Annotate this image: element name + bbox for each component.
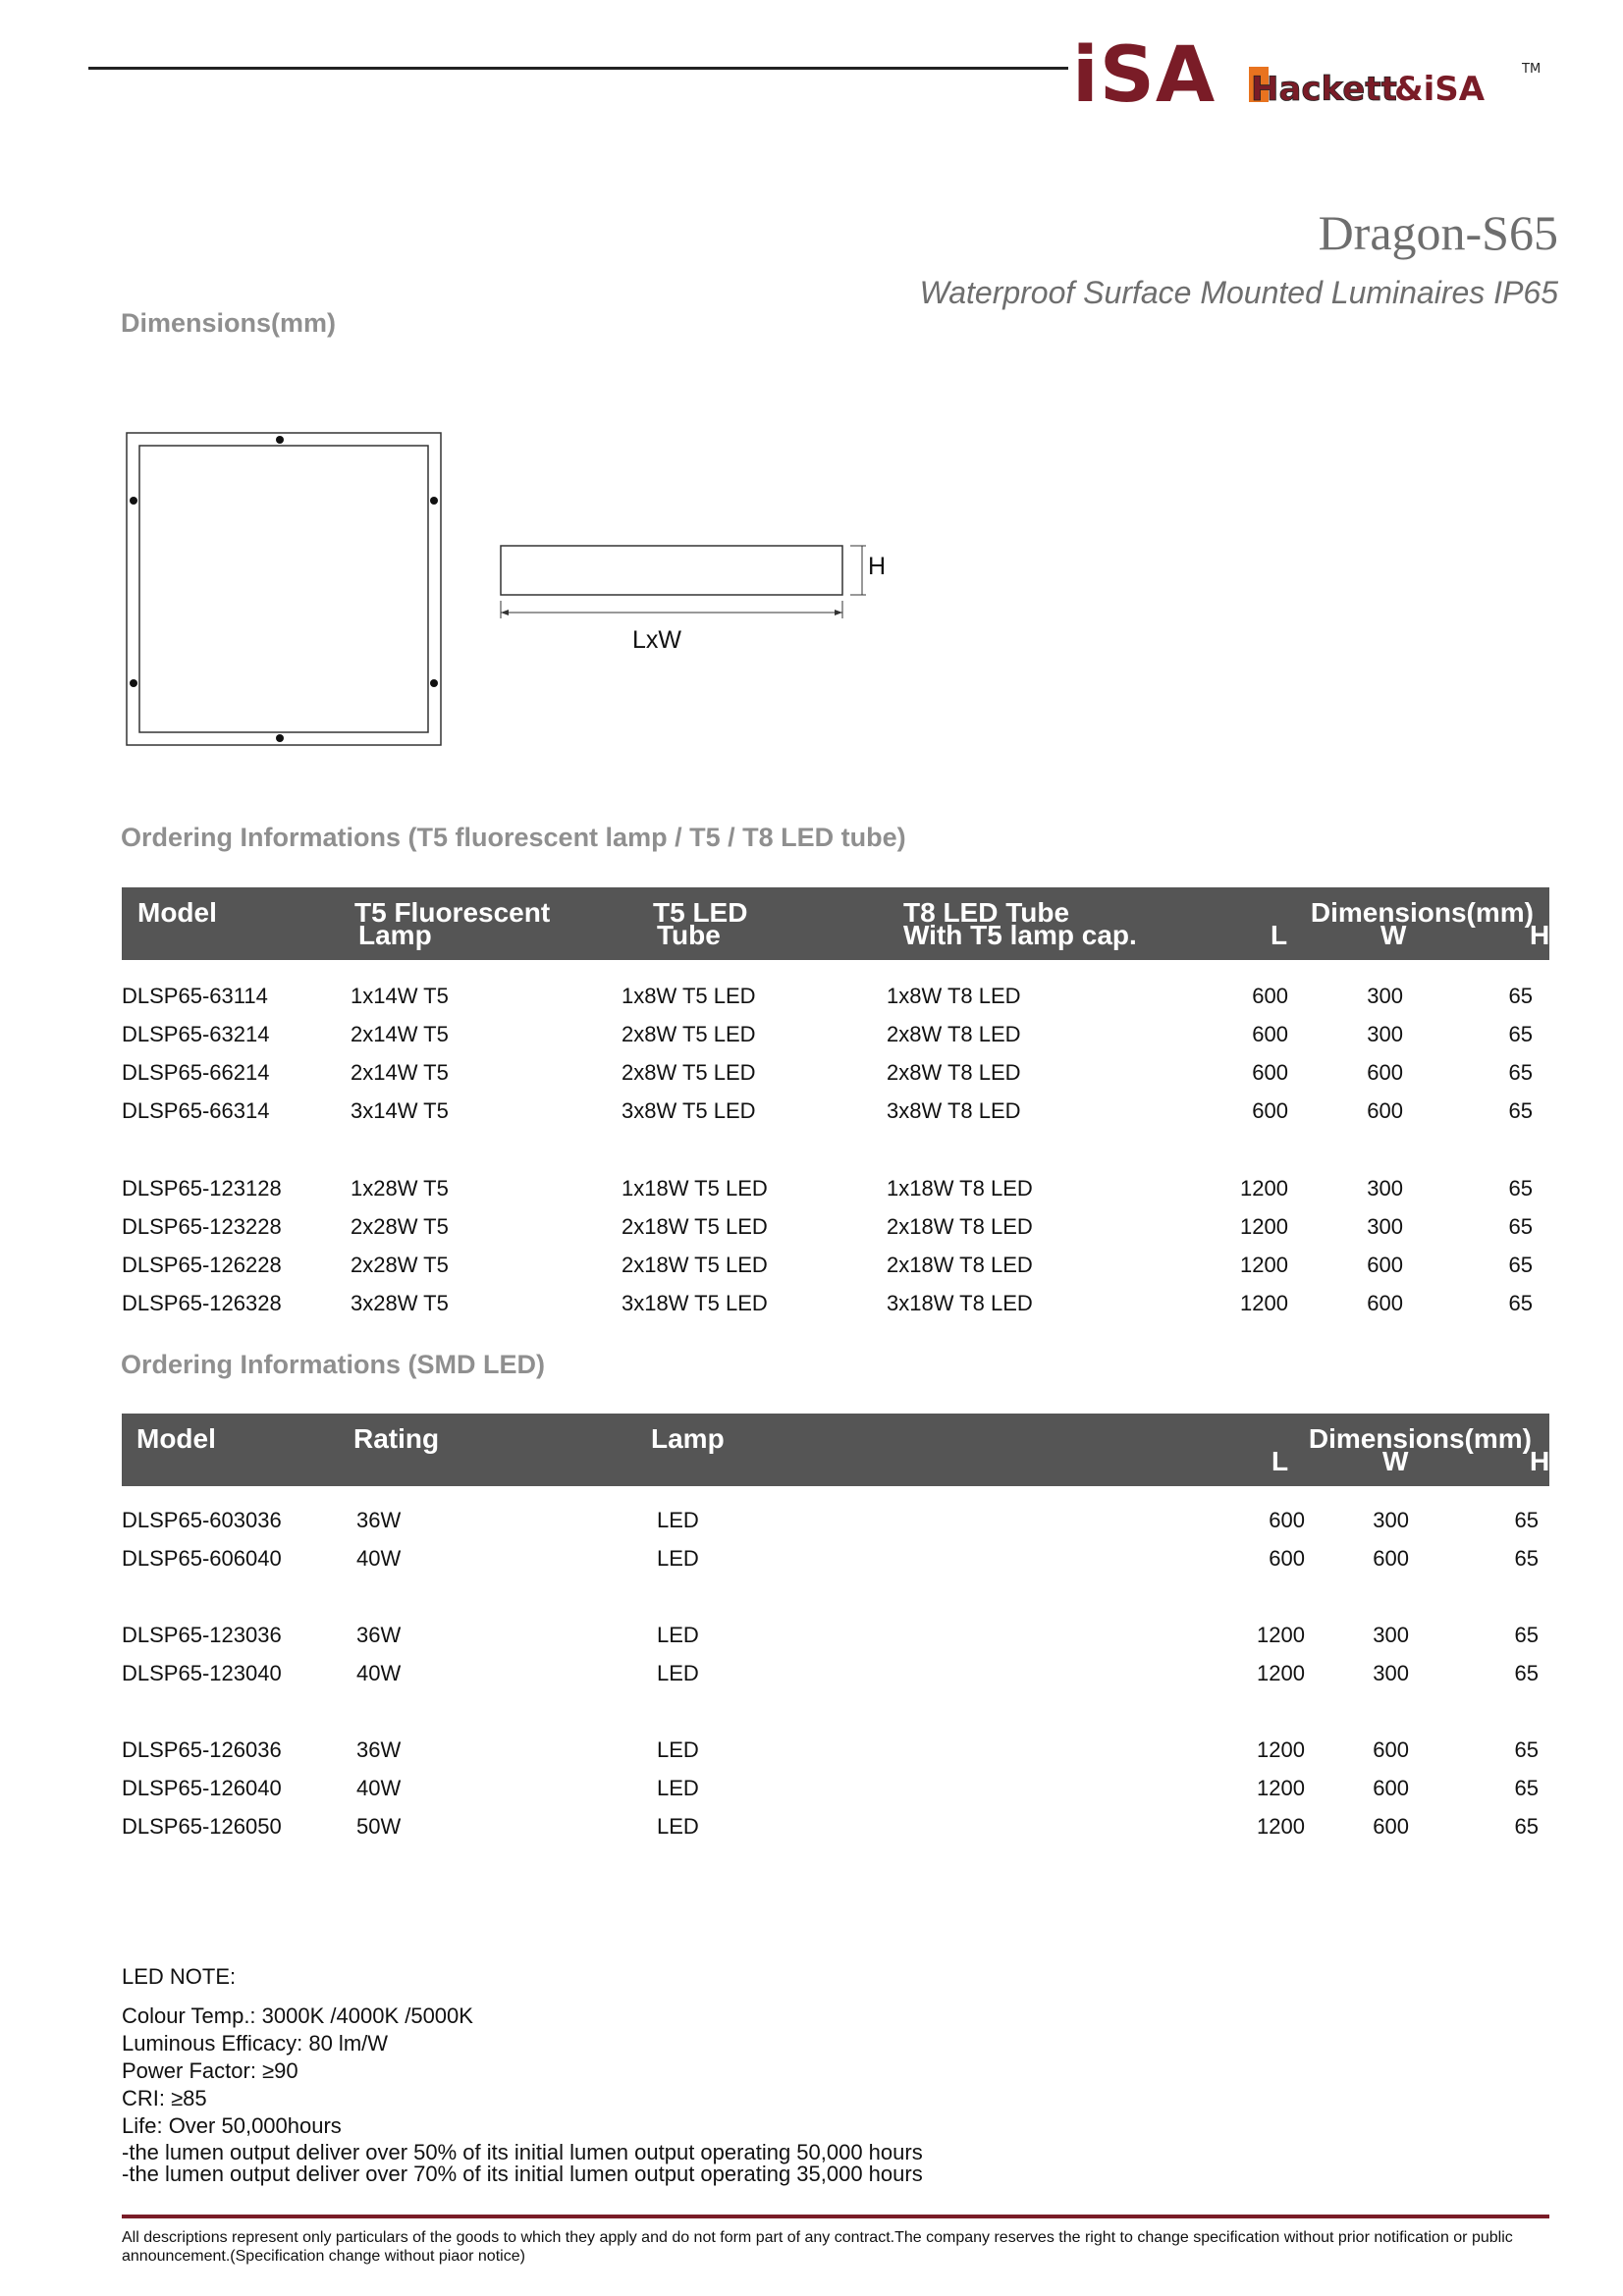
fixing-dot <box>130 497 137 505</box>
height-cell: 65 <box>1508 1098 1533 1123</box>
model-cell: DLSP65-126036 <box>122 1737 282 1762</box>
width-cell: 600 <box>1373 1546 1409 1571</box>
model-cell: DLSP65-126050 <box>122 1814 282 1839</box>
footer-rule <box>122 2215 1549 2218</box>
t5-led-cell: 2x18W T5 LED <box>622 1253 768 1277</box>
model-cell: DLSP65-606040 <box>122 1546 282 1571</box>
length-cell: 1200 <box>1257 1737 1305 1762</box>
height-cell: 65 <box>1508 1060 1533 1085</box>
width-cell: 600 <box>1367 1098 1403 1123</box>
t5-led-cell: 3x18W T5 LED <box>622 1291 768 1315</box>
length-cell: 1200 <box>1240 1253 1288 1277</box>
t5-led-cell: 1x18W T5 LED <box>622 1176 768 1201</box>
col-model: Model <box>137 897 217 928</box>
rating-cell: 36W <box>356 1737 402 1762</box>
fluorescent-cell: 1x14W T5 <box>351 984 449 1008</box>
dimensions-heading: Dimensions(mm) <box>121 308 337 338</box>
col-dimensions: Dimensions(mm) <box>1308 1423 1532 1454</box>
height-cell: 65 <box>1508 984 1533 1008</box>
model-cell: DLSP65-603036 <box>122 1508 282 1532</box>
side-view-drawing <box>493 536 886 644</box>
arrow-left-icon <box>501 610 509 615</box>
fixing-dot <box>430 679 438 687</box>
col-rating: Rating <box>353 1423 440 1454</box>
model-cell: DLSP65-66214 <box>122 1060 270 1085</box>
height-cell: 65 <box>1514 1776 1539 1800</box>
length-cell: 600 <box>1269 1546 1305 1571</box>
model-cell: DLSP65-123228 <box>122 1214 282 1239</box>
length-cell: 1200 <box>1240 1291 1288 1315</box>
width-cell: 300 <box>1373 1661 1409 1685</box>
t5-led-cell: 2x8W T5 LED <box>622 1022 756 1046</box>
col-dimensions: Dimensions(mm) <box>1310 897 1534 928</box>
footer-disclaimer: All descriptions represent only particulars of the goods to which they apply and do not form part of any contract.The company reserves the right to change specification without prior notification or public announcement.(Specification change without piaor notice) <box>122 2229 1513 2265</box>
length-cell: 600 <box>1252 1060 1288 1085</box>
led-note-line: -the lumen output deliver over 70% of its initial lumen output operating 35,000 hours <box>122 2162 923 2186</box>
col-l: L <box>1271 920 1288 950</box>
width-cell: 300 <box>1367 984 1403 1008</box>
height-cell: 65 <box>1514 1508 1539 1532</box>
model-cell: DLSP65-123036 <box>122 1623 282 1647</box>
lamp-cell: LED <box>657 1508 699 1532</box>
t8-led-cell: 3x8W T8 LED <box>887 1098 1021 1123</box>
led-note-line: -the lumen output deliver over 50% of its initial lumen output operating 50,000 hours <box>122 2140 923 2164</box>
col-w: W <box>1380 920 1407 950</box>
model-cell: DLSP65-126328 <box>122 1291 282 1315</box>
height-cell: 65 <box>1514 1546 1539 1571</box>
col-h: H <box>1530 1446 1550 1476</box>
col-t5-fluorescent: T5 Fluorescent <box>354 897 551 928</box>
length-cell: 600 <box>1252 984 1288 1008</box>
lamp-cell: LED <box>657 1776 699 1800</box>
height-cell: 65 <box>1514 1623 1539 1647</box>
col-t5-led: T5 LED <box>653 897 748 928</box>
model-cell: DLSP65-63214 <box>122 1022 270 1046</box>
hackett-isa-logo <box>1249 61 1542 112</box>
led-note-line: CRI: ≥85 <box>122 2086 207 2110</box>
width-cell: 600 <box>1373 1737 1409 1762</box>
lamp-cell: LED <box>657 1737 699 1762</box>
model-cell: DLSP65-66314 <box>122 1098 270 1123</box>
width-cell: 600 <box>1367 1060 1403 1085</box>
length-cell: 600 <box>1252 1022 1288 1046</box>
fluorescent-cell: 2x28W T5 <box>351 1214 449 1239</box>
front-view-drawing <box>122 428 446 752</box>
trademark: TM <box>1522 62 1542 77</box>
fluorescent-cell: 2x28W T5 <box>351 1253 449 1277</box>
height-cell: 65 <box>1514 1814 1539 1839</box>
header-rule <box>88 67 1068 70</box>
arrow-right-icon <box>835 610 842 615</box>
col-model: Model <box>136 1423 216 1454</box>
col-t5-fluorescent-line2: Lamp <box>358 920 432 950</box>
t8-led-cell: 2x18W T8 LED <box>887 1214 1033 1239</box>
rating-cell: 40W <box>356 1776 402 1800</box>
led-note-line: Power Factor: ≥90 <box>122 2058 298 2083</box>
hackett-logo-suffix: &iSA <box>1394 70 1486 109</box>
width-cell: 300 <box>1367 1214 1403 1239</box>
t8-led-cell: 1x18W T8 LED <box>887 1176 1033 1201</box>
height-cell: 65 <box>1508 1253 1533 1277</box>
lamp-cell: LED <box>657 1814 699 1839</box>
rating-cell: 36W <box>356 1508 402 1532</box>
product-title: Dragon-S65 <box>1318 205 1558 260</box>
model-cell: DLSP65-123128 <box>122 1176 282 1201</box>
width-cell: 600 <box>1367 1253 1403 1277</box>
rating-cell: 40W <box>356 1661 402 1685</box>
outer-frame <box>127 433 441 745</box>
fluorescent-cell: 2x14W T5 <box>351 1022 449 1046</box>
t5-led-cell: 2x8W T5 LED <box>622 1060 756 1085</box>
lxw-label: LxW <box>632 626 681 654</box>
model-cell: DLSP65-126228 <box>122 1253 282 1277</box>
hackett-logo-text: Hackett <box>1251 70 1397 109</box>
length-cell: 1200 <box>1257 1776 1305 1800</box>
height-cell: 65 <box>1514 1661 1539 1685</box>
fluorescent-cell: 3x14W T5 <box>351 1098 449 1123</box>
rating-cell: 40W <box>356 1546 402 1571</box>
model-cell: DLSP65-63114 <box>122 984 268 1008</box>
model-cell: DLSP65-126040 <box>122 1776 282 1800</box>
length-cell: 600 <box>1269 1508 1305 1532</box>
t5-led-cell: 2x18W T5 LED <box>622 1214 768 1239</box>
led-note-line: Luminous Efficacy: 80 lm/W <box>122 2031 389 2056</box>
t5-table-header <box>122 887 1549 960</box>
length-cell: 1200 <box>1257 1814 1305 1839</box>
model-cell: DLSP65-123040 <box>122 1661 282 1685</box>
height-cell: 65 <box>1508 1022 1533 1046</box>
col-l: L <box>1271 1446 1289 1476</box>
lamp-cell: LED <box>657 1546 699 1571</box>
height-cell: 65 <box>1508 1291 1533 1315</box>
width-cell: 300 <box>1367 1176 1403 1201</box>
fluorescent-cell: 3x28W T5 <box>351 1291 449 1315</box>
width-cell: 600 <box>1373 1814 1409 1839</box>
col-h: H <box>1530 920 1550 950</box>
length-cell: 1200 <box>1240 1214 1288 1239</box>
led-note-line: Life: Over 50,000hours <box>122 2113 342 2138</box>
t8-led-cell: 2x8W T8 LED <box>887 1060 1021 1085</box>
fixing-dot <box>130 679 137 687</box>
rating-cell: 50W <box>356 1814 402 1839</box>
lamp-cell: LED <box>657 1623 699 1647</box>
t8-led-cell: 2x8W T8 LED <box>887 1022 1021 1046</box>
col-w: W <box>1382 1446 1409 1476</box>
length-cell: 1200 <box>1240 1176 1288 1201</box>
col-t8-led: T8 LED Tube <box>903 897 1070 928</box>
lamp-cell: LED <box>657 1661 699 1685</box>
height-cell: 65 <box>1508 1176 1533 1201</box>
width-cell: 300 <box>1373 1508 1409 1532</box>
width-cell: 300 <box>1367 1022 1403 1046</box>
fixing-dot <box>276 734 284 742</box>
isa-logo: iSA <box>1072 31 1217 120</box>
col-t8-led-line2: With T5 lamp cap. <box>903 920 1137 950</box>
length-cell: 600 <box>1252 1098 1288 1123</box>
col-lamp: Lamp <box>651 1423 725 1454</box>
t5-led-cell: 3x8W T5 LED <box>622 1098 756 1123</box>
height-label: H <box>868 553 887 580</box>
height-cell: 65 <box>1508 1214 1533 1239</box>
fixing-dot <box>430 497 438 505</box>
width-cell: 600 <box>1367 1291 1403 1315</box>
width-cell: 600 <box>1373 1776 1409 1800</box>
led-note-heading: LED NOTE: <box>122 1964 237 1989</box>
height-cell: 65 <box>1514 1737 1539 1762</box>
smd-ordering-heading: Ordering Informations (SMD LED) <box>121 1350 545 1379</box>
side-profile <box>501 546 842 595</box>
fluorescent-cell: 1x28W T5 <box>351 1176 449 1201</box>
t8-led-cell: 3x18W T8 LED <box>887 1291 1033 1315</box>
led-note-line: Colour Temp.: 3000K /4000K /5000K <box>122 2003 473 2028</box>
fixing-dot <box>276 436 284 444</box>
product-subtitle: Waterproof Surface Mounted Luminaires IP65 <box>919 275 1558 310</box>
rating-cell: 36W <box>356 1623 402 1647</box>
smd-table-header <box>122 1414 1549 1486</box>
col-t5-led-line2: Tube <box>657 920 721 950</box>
inner-frame <box>139 446 428 732</box>
t5-led-cell: 1x8W T5 LED <box>622 984 756 1008</box>
t8-led-cell: 1x8W T8 LED <box>887 984 1021 1008</box>
length-cell: 1200 <box>1257 1623 1305 1647</box>
t5-ordering-heading: Ordering Informations (T5 fluorescent lamp / T5 / T8 LED tube) <box>121 823 906 852</box>
length-cell: 1200 <box>1257 1661 1305 1685</box>
t8-led-cell: 2x18W T8 LED <box>887 1253 1033 1277</box>
width-cell: 300 <box>1373 1623 1409 1647</box>
fluorescent-cell: 2x14W T5 <box>351 1060 449 1085</box>
